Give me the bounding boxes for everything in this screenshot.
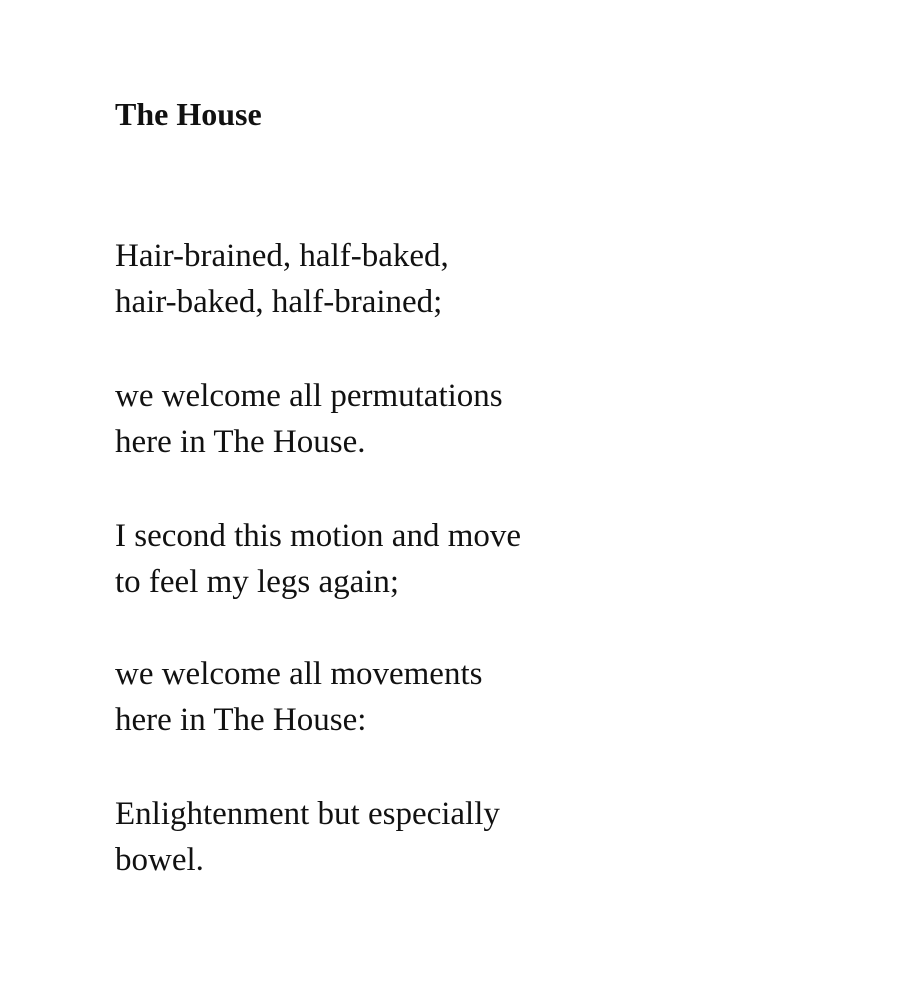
stanza-2 [115,373,503,465]
poem-title: The House [115,96,262,132]
poem-line: to feel my legs again; [115,564,400,600]
poem-line: Hair-brained, half-baked, [115,238,449,274]
stanza-1 [115,233,449,325]
poem-line: we welcome all permutations [115,378,503,414]
stanza-4 [115,651,482,743]
poem-line: I second this motion and move [115,518,522,554]
stanza-5 [115,791,500,883]
poem-line: here in The House. [115,424,366,460]
poem-line: we welcome all movements [115,656,483,692]
poem-line: here in The House: [115,702,367,738]
poem-line: bowel. [115,842,204,878]
poem-line: hair-baked, half-brained; [115,284,443,320]
stanza-3 [115,513,521,605]
poem-line: Enlightenment but especially [115,796,500,832]
